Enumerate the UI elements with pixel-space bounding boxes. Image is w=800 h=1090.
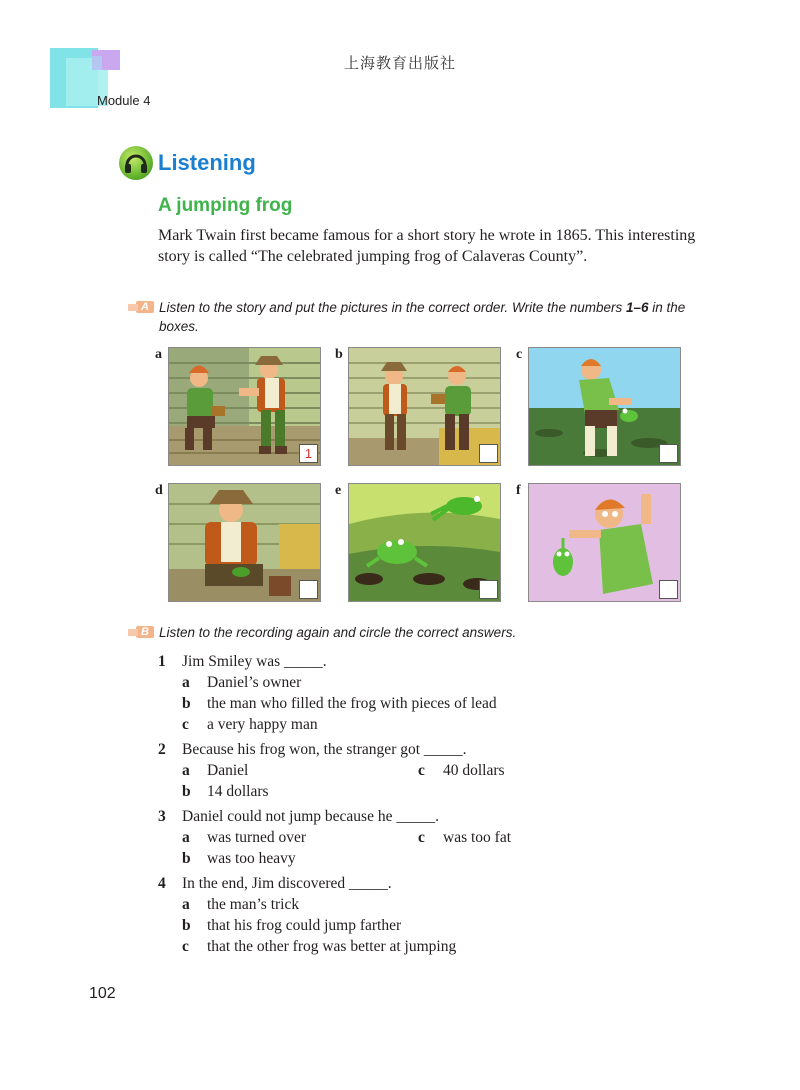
option[interactable]: b 14 dollars [182,783,269,800]
picture-a-illustration [169,348,320,465]
picture-b-illustration [349,348,500,465]
picture-c [528,347,681,466]
question-2: 2 Because his frog won, the stranger got _____. [158,741,467,758]
picture-letter: c [516,347,523,362]
task-b-instruction: Listen to the recording again and circle the correct answers. [159,625,517,640]
picture-letter: e [335,483,342,498]
question-1: 1 Jim Smiley was _____. [158,653,327,670]
answer-box[interactable] [299,580,318,599]
option[interactable]: a Daniel’s owner [182,674,302,691]
option[interactable]: a Daniel [182,762,249,779]
option[interactable]: c 40 dollars [418,762,505,779]
answer-box[interactable] [659,444,678,463]
answer-box[interactable] [479,444,498,463]
answer-box[interactable]: 1 [299,444,318,463]
headphones-icon [119,146,153,180]
picture-e [348,483,501,602]
question-4: 4 In the end, Jim discovered _____. [158,875,392,892]
picture-c-illustration [529,348,680,465]
publisher-name: 上海教育出版社 [343,54,456,72]
task-a-badge: A [136,301,154,313]
picture-d [168,483,321,602]
picture-letter: f [516,483,521,498]
answer-box[interactable] [479,580,498,599]
picture-b [348,347,501,466]
picture-f [528,483,681,602]
option[interactable]: c that the other frog was better at jumping [182,938,457,955]
option[interactable]: c a very happy man [182,716,318,733]
intro-paragraph: Mark Twain first became famous for a short story he wrote in 1865. This interesting story is called “The celebrated jumping frog of Calaveras County”. [158,227,696,265]
answer-box[interactable] [659,580,678,599]
option[interactable]: a the man’s trick [182,896,300,913]
section-title: Listening [158,150,256,175]
option[interactable]: a was turned over [182,829,306,846]
option[interactable]: b the man who filled the frog with pieces of lead [182,695,497,712]
picture-e-illustration [349,484,500,601]
picture-f-illustration [529,484,680,601]
page-number: 102 [89,985,116,1002]
picture-letter: d [155,483,163,498]
story-title: A jumping frog [158,195,293,216]
question-3: 3 Daniel could not jump because he _____. [158,808,439,825]
task-b-badge: B [136,626,154,638]
picture-d-illustration [169,484,320,601]
picture-letter: a [155,347,162,362]
picture-letter: b [335,347,343,362]
module-label: Module 4 [97,93,151,108]
picture-a [168,347,321,466]
option[interactable]: c was too fat [418,829,512,846]
option[interactable]: b that his frog could jump farther [182,917,402,934]
option[interactable]: b was too heavy [182,850,296,867]
task-a-instruction: Listen to the story and put the pictures in the correct order. Write the numbers 1–6 in the boxes. [159,300,686,334]
